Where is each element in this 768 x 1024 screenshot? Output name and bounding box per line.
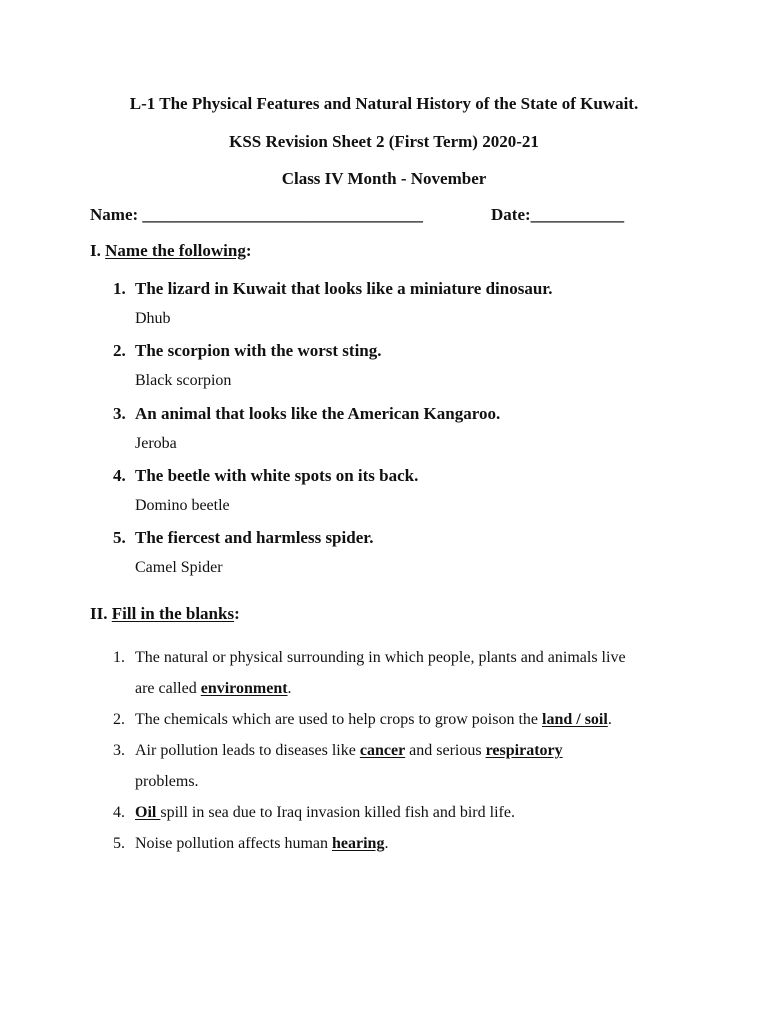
- question-number: 5.: [113, 528, 126, 547]
- item-text: .: [607, 711, 612, 728]
- section-2-colon: :: [234, 604, 240, 623]
- section-1-colon: :: [245, 241, 252, 260]
- question-text: The fiercest and harmless spider.: [135, 528, 374, 547]
- item-text: Air pollution leads to diseases like: [135, 742, 360, 759]
- fill-item-2: [113, 711, 612, 729]
- item-text: spill in sea due to Iraq invasion killed fish and bird life.: [160, 804, 515, 821]
- blank-answer: Oil: [135, 804, 161, 821]
- answer-5: Camel Spider: [135, 559, 223, 576]
- question-number: 4.: [113, 466, 126, 485]
- item-text: .: [287, 680, 292, 697]
- question-2: [113, 341, 382, 361]
- date-field-label: Date:___________: [491, 205, 625, 224]
- answer-4: Domino beetle: [135, 497, 230, 514]
- sheet-subtitle: KSS Revision Sheet 2 (First Term) 2020-21: [229, 132, 539, 151]
- item-number: 4.: [113, 804, 125, 821]
- question-number: 1.: [113, 279, 126, 298]
- question-3: [113, 404, 500, 424]
- item-text: .: [384, 835, 389, 852]
- question-number: 2.: [113, 341, 126, 360]
- class-month-line: Class IV Month - November: [281, 169, 487, 188]
- blank-answer: hearing: [332, 835, 385, 852]
- question-5: [113, 528, 373, 548]
- section-2-heading: [90, 604, 240, 624]
- item-number: 2.: [113, 711, 125, 728]
- section-1-title: Name the following: [105, 241, 246, 260]
- item-text: The chemicals which are used to help crops to grow poison the: [135, 711, 542, 728]
- fill-item-5: [113, 835, 388, 853]
- fill-item-3-continued: problems.: [135, 773, 199, 790]
- item-text: Noise pollution affects human: [135, 835, 332, 852]
- item-number: 5.: [113, 835, 125, 852]
- section-1-heading: [90, 241, 252, 261]
- item-number: 1.: [113, 649, 125, 666]
- answer-2: Black scorpion: [135, 372, 232, 389]
- fill-item-4: [113, 804, 515, 822]
- fill-item-1: [113, 649, 626, 667]
- answer-3: Jeroba: [135, 435, 177, 452]
- item-number: 3.: [113, 742, 125, 759]
- question-4: [113, 466, 418, 486]
- question-text: The beetle with white spots on its back.: [135, 466, 419, 485]
- section-1-roman: I.: [90, 241, 101, 260]
- answer-1: Dhub: [135, 310, 171, 327]
- page-title: L-1 The Physical Features and Natural History of the State of Kuwait.: [129, 94, 639, 113]
- question-text: An animal that looks like the American Kangaroo.: [135, 404, 501, 423]
- blank-answer: environment: [200, 680, 288, 697]
- blank-answer: cancer: [359, 742, 406, 759]
- question-1: [113, 279, 553, 299]
- name-field-label: Name: _________________________________: [90, 205, 423, 224]
- question-text: The scorpion with the worst sting.: [135, 341, 382, 360]
- fill-item-3: [113, 742, 563, 760]
- item-text: The natural or physical surrounding in which people, plants and animals live: [135, 649, 626, 666]
- item-text: are called: [135, 680, 201, 697]
- question-number: 3.: [113, 404, 126, 423]
- item-text: and serious: [405, 742, 486, 759]
- question-text: The lizard in Kuwait that looks like a miniature dinosaur.: [135, 279, 553, 298]
- section-2-title: Fill in the blanks: [111, 604, 235, 623]
- blank-answer: land / soil: [542, 711, 608, 728]
- fill-item-1-continued: [135, 680, 292, 698]
- blank-answer: respiratory: [485, 742, 563, 759]
- section-2-roman: II.: [90, 604, 108, 623]
